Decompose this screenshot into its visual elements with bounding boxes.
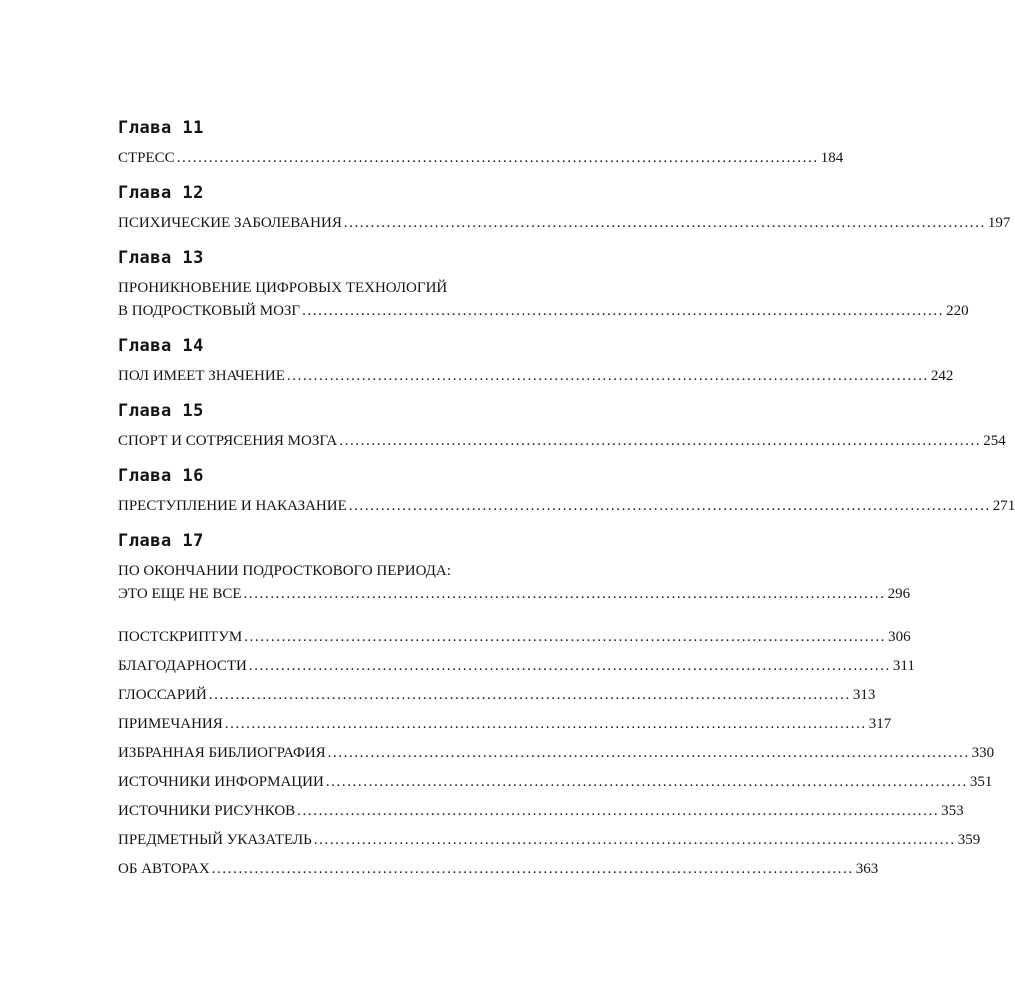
table-of-contents: [118, 116, 1015, 887]
chapter-15: [118, 399, 1006, 453]
entry-title: ПРЕДМЕТНЫЙ УКАЗАТЕЛЬ: [118, 832, 312, 848]
toc-entry-notes[interactable]: [118, 713, 892, 736]
dot-leader: ........................................................................................................................: [211, 861, 854, 877]
entry-title: ИСТОЧНИКИ ИНФОРМАЦИИ: [118, 774, 324, 790]
chapter-17: [118, 529, 911, 606]
dot-leader: ........................................................................................................................: [313, 832, 956, 848]
chapter-label: Глава 13: [118, 248, 204, 268]
page-number: 313: [852, 687, 876, 703]
toc-entry-bibliography[interactable]: [118, 742, 995, 765]
chapter-14: [118, 334, 954, 388]
page-number: 317: [868, 716, 892, 732]
toc-entry[interactable]: [118, 147, 844, 170]
toc-entry-sources[interactable]: [118, 771, 993, 794]
dot-leader: ........................................................................................................................: [343, 215, 986, 231]
dot-leader: ........................................................................................................................: [244, 629, 887, 645]
toc-entry-glossary[interactable]: [118, 684, 876, 707]
entry-title: ПСИХИЧЕСКИЕ ЗАБОЛЕВАНИЯ: [118, 215, 342, 231]
chapter-label: Глава 16: [118, 466, 204, 486]
page-number: 271: [992, 498, 1015, 514]
dot-leader: ........................................................................................................................: [348, 498, 991, 514]
entry-title-line1: ПО ОКОНЧАНИИ ПОДРОСТКОВОГО ПЕРИОДА:: [118, 563, 451, 579]
dot-leader: ........................................................................................................................: [176, 150, 819, 166]
entry-title: ПРЕСТУПЛЕНИЕ И НАКАЗАНИЕ: [118, 498, 347, 514]
dot-leader: ........................................................................................................................: [286, 368, 929, 384]
page-number: 184: [820, 150, 844, 166]
dot-leader: ........................................................................................................................: [224, 716, 867, 732]
toc-entry-about-authors[interactable]: [118, 858, 879, 881]
chapter-12: [118, 181, 1011, 235]
toc-entry[interactable]: [118, 277, 969, 323]
page-number: 242: [930, 368, 954, 384]
entry-title: ГЛОССАРИЙ: [118, 687, 207, 703]
dot-leader: ........................................................................................................................: [297, 803, 940, 819]
page-number: 254: [983, 433, 1006, 449]
chapter-13: [118, 246, 969, 323]
toc-entry[interactable]: [118, 365, 954, 388]
entry-title: ПОСТСКРИПТУМ: [118, 629, 243, 645]
dot-leader: ........................................................................................................................: [339, 433, 982, 449]
chapter-11: [118, 116, 844, 170]
toc-entry[interactable]: [118, 560, 911, 606]
dot-leader: ........................................................................................................................: [243, 586, 886, 602]
page-number: 296: [887, 586, 911, 602]
toc-entry[interactable]: [118, 495, 1015, 518]
chapter-label: Глава 11: [118, 118, 204, 138]
toc-entry-acknowledgements[interactable]: [118, 655, 915, 678]
entry-title: СТРЕСС: [118, 150, 175, 166]
entry-title: ОБ АВТОРАХ: [118, 861, 210, 877]
entry-title: ИЗБРАННАЯ БИБЛИОГРАФИЯ: [118, 745, 326, 761]
page-number: 363: [855, 861, 879, 877]
back-matter: [118, 626, 995, 881]
entry-title: ПОЛ ИМЕЕТ ЗНАЧЕНИЕ: [118, 368, 285, 384]
entry-title: В ПОДРОСТКОВЫЙ МОЗГ: [118, 303, 301, 319]
page-number: 220: [946, 303, 969, 319]
page-number: 311: [892, 658, 915, 674]
entry-title: ЭТО ЕЩЕ НЕ ВСЕ: [118, 586, 242, 602]
page-number: 197: [987, 215, 1011, 231]
chapter-label: Глава 14: [118, 336, 204, 356]
toc-entry-postscript[interactable]: [118, 626, 911, 649]
entry-title: БЛАГОДАРНОСТИ: [118, 658, 247, 674]
dot-leader: ........................................................................................................................: [302, 303, 945, 319]
toc-entry[interactable]: [118, 212, 1011, 235]
entry-title: СПОРТ И СОТРЯСЕНИЯ МОЗГА: [118, 433, 338, 449]
chapter-16: [118, 464, 1015, 518]
dot-leader: ........................................................................................................................: [325, 774, 968, 790]
page-number: 351: [969, 774, 993, 790]
page-number: 330: [971, 745, 995, 761]
toc-entry-index[interactable]: [118, 829, 981, 852]
toc-entry[interactable]: [118, 430, 1006, 453]
entry-title: ПРИМЕЧАНИЯ: [118, 716, 223, 732]
toc-entry-figure-sources[interactable]: [118, 800, 964, 823]
dot-leader: ........................................................................................................................: [327, 745, 970, 761]
page-number: 353: [941, 803, 964, 819]
entry-title: ИСТОЧНИКИ РИСУНКОВ: [118, 803, 296, 819]
entry-title-line1: ПРОНИКНОВЕНИЕ ЦИФРОВЫХ ТЕХНОЛОГИЙ: [118, 280, 448, 296]
chapter-label: Глава 15: [118, 401, 204, 421]
dot-leader: ........................................................................................................................: [208, 687, 851, 703]
page-number: 306: [888, 629, 911, 645]
chapter-label: Глава 17: [118, 531, 204, 551]
dot-leader: ........................................................................................................................: [248, 658, 891, 674]
page-number: 359: [957, 832, 981, 848]
chapter-label: Глава 12: [118, 183, 204, 203]
